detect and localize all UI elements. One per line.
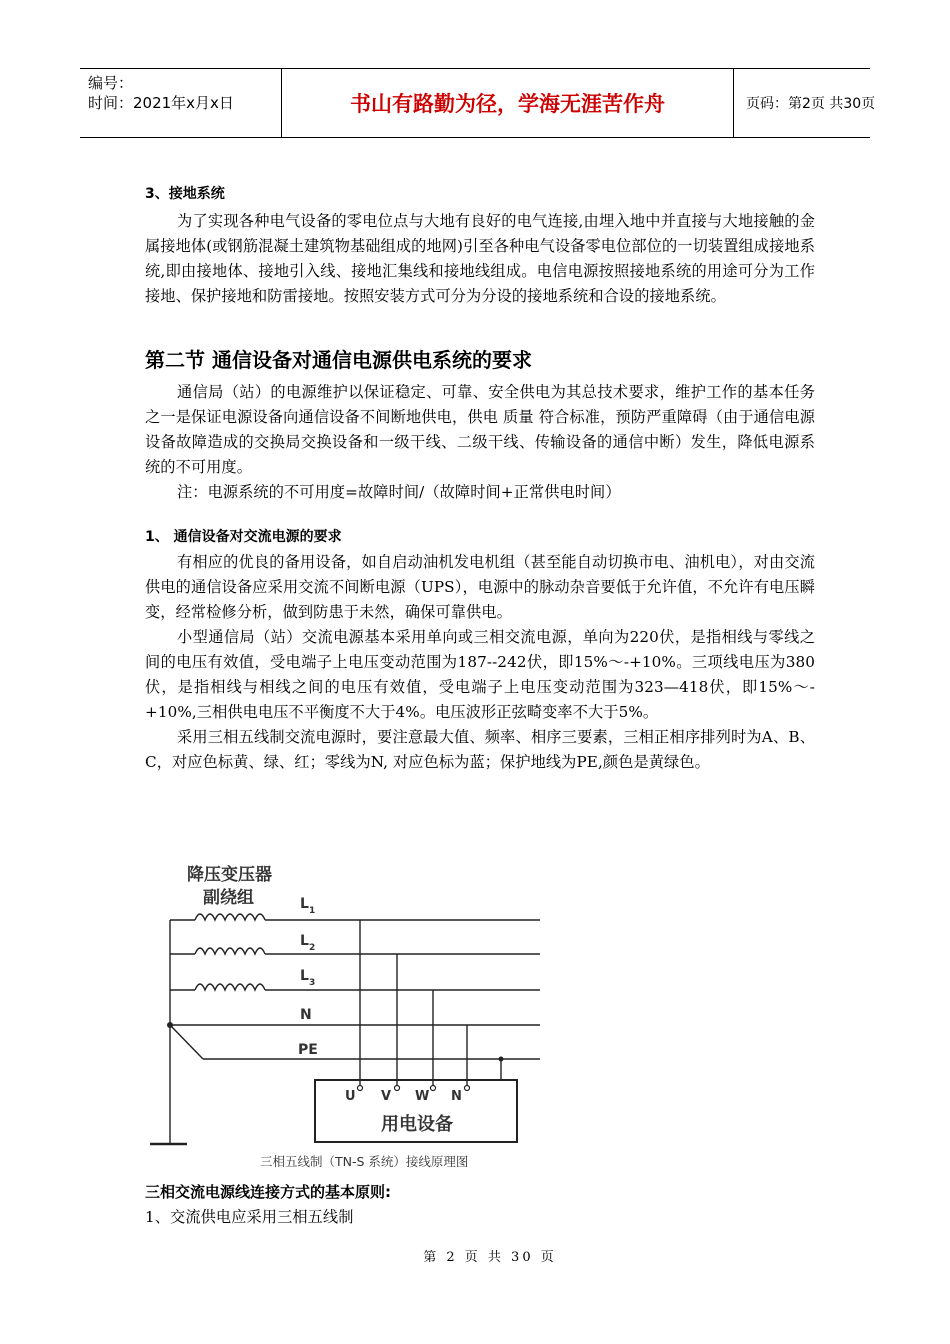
terminal-v: V — [381, 1089, 392, 1104]
principles-block — [145, 1180, 815, 1230]
principles-item-1: 1、交流供电应采用三相五线制 — [145, 1208, 354, 1226]
terminal-w: W — [415, 1089, 430, 1104]
section-ground-paragraph: 为了实现各种电气设备的零电位点与大地有良好的电气连接,由埋入地中并直接与大地接触的金属接地体(或钢筋混凝土建筑物基础组成的地网)引至各种电气设备零电位部位的一切装置组成接地系统,即由接地体、接地引入线、接地汇集线和接地线组成。电信电源按照接地系统的用途可分为工作接地、保护接地和防雷接地。按照安装方式可分为分设的接地系统和合设的接地系统。 — [145, 212, 815, 305]
label-l1: L — [300, 896, 309, 912]
time-label: 时间：2021年x月x日 — [88, 94, 234, 112]
label-l1-sub: 1 — [309, 906, 316, 916]
section-ground-title: 3、接地系统 — [145, 186, 225, 202]
header-page-code: 页码：第2页 共30页 — [746, 96, 876, 112]
diagram-title-line2: 副绕组 — [203, 888, 254, 908]
section-ac-title: 1、 通信设备对交流电源的要求 — [145, 529, 342, 545]
section-ac-paragraph-1: 有相应的优良的备用设备，如自启动油机发电机组（甚至能自动切换市电、油机电），对由交流供电的通信设备应采用交流不间断电源（UPS），电源中的脉动杂音要低于允许值，不允许有电压瞬变，经常检修分析，做到防患于未然，确保可靠供电。 — [145, 553, 815, 621]
label-pe: PE — [298, 1042, 318, 1058]
diagram-title-line1: 降压变压器 — [187, 865, 272, 885]
principles-title: 三相交流电源线连接方式的基本原则: — [145, 1183, 392, 1201]
header-info-cell — [80, 69, 280, 137]
tn-s-wiring-diagram — [145, 862, 545, 1177]
terminal-n: N — [451, 1089, 462, 1104]
label-l2: L — [300, 933, 309, 949]
section2-paragraph: 通信局（站）的电源维护以保证稳定、可靠、安全供电为其总技术要求，维护工作的基本任务之一是保证电源设备向通信设备不间断地供电，供电 质量 符合标准，预防严重障碍（由于通信电源设备故障造成的交换局交换设备和一级干线、二级干线、传输设备的通信中断）发生，降低电源系统的不可用度。 — [145, 383, 815, 476]
page-footer: 第 2 页 共 30 页 — [423, 1250, 557, 1265]
header-motto: 书山有路勤为径，学海无涯苦作舟 — [281, 69, 734, 137]
label-n: N — [300, 1007, 312, 1023]
label-l3: L — [300, 968, 309, 984]
label-l2-sub: 2 — [309, 943, 316, 953]
device-label: 用电设备 — [381, 1114, 453, 1135]
section-ac-paragraph-2: 小型通信局（站）交流电源基本采用单向或三相交流电源，单向为220伏，是指相线与零线之间的电压有效值，受电端子上电压变动范围为187--242伏，即15%～-+10%。三项线电压为380伏，是指相线与相线之间的电压有效值，受电端子上电压变动范围为323—418伏，即15%～-+10%,三相供电电压不平衡度不大于4%。电压波形正弦畸变率不大于5%。 — [145, 628, 815, 721]
number-label: 编号： — [88, 74, 134, 92]
header-table — [80, 68, 876, 138]
section-ac-paragraph-3: 采用三相五线制交流电源时，要注意最大值、频率、相序三要素，三相正相序排列时为A、B、C，对应色标黄、绿、红；零线为N, 对应色标为蓝；保护地线为PE,颜色是黄绿色。 — [145, 728, 815, 771]
terminal-u: U — [345, 1089, 356, 1104]
section2-title: 第二节 通信设备对通信电源供电系统的要求 — [145, 348, 532, 372]
section2-note: 注：电源系统的不可用度=故障时间/（故障时间+正常供电时间） — [177, 483, 621, 501]
diagram-caption: 三相五线制（TN-S 系统）接线原理图 — [260, 1154, 469, 1169]
document-body — [145, 180, 815, 775]
label-l3-sub: 3 — [309, 978, 316, 988]
